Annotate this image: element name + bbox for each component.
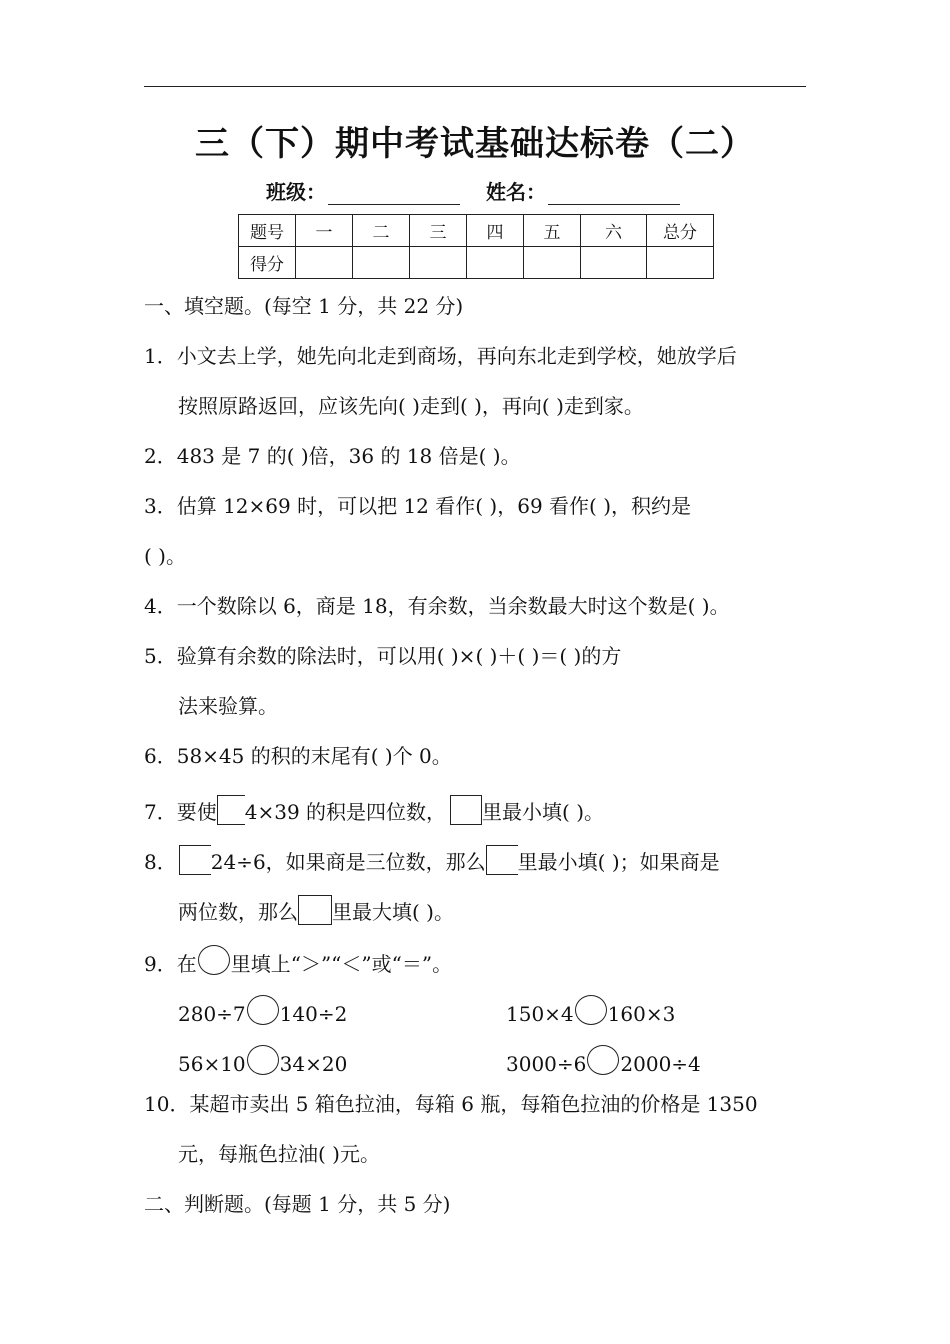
q10-line1: 10．某超市卖出 5 箱色拉油，每箱 6 瓶，每箱色拉油的价格是 1350 xyxy=(144,1092,758,1116)
q9-item xyxy=(178,995,347,1027)
section2-heading: 二、判断题。(每题 1 分，共 5 分) xyxy=(144,1192,451,1216)
compare-circle[interactable] xyxy=(587,1045,619,1075)
q3-line2: ( )。 xyxy=(144,544,186,568)
score-cell[interactable] xyxy=(581,247,647,279)
q9-text-b: 里填上“＞”“＜”或“＝”。 xyxy=(230,952,453,976)
score-table xyxy=(238,214,714,279)
class-label: 班级： xyxy=(266,180,326,204)
score-cell[interactable] xyxy=(524,247,581,279)
q3-line1: 3．估算 12×69 时，可以把 12 看作( )，69 看作( )，积约是 xyxy=(144,494,691,518)
q9-left: 3000÷6 xyxy=(506,1052,587,1076)
name-field[interactable] xyxy=(548,184,680,205)
score-cell[interactable] xyxy=(353,247,410,279)
score-cell[interactable] xyxy=(296,247,353,279)
name-label: 姓名： xyxy=(486,180,546,204)
header-cell: 六 xyxy=(581,215,647,247)
q6: 6．58×45 的积的末尾有( )个 0。 xyxy=(144,744,452,768)
compare-circle[interactable] xyxy=(247,1045,279,1075)
q7-text-a: 7．要使 xyxy=(144,800,217,824)
q5-line1: 5．验算有余数的除法时，可以用( )×( )＋( )＝( )的方 xyxy=(144,644,622,668)
answer-box[interactable] xyxy=(179,845,211,875)
q1-line1: 1．小文去上学，她先向北走到商场，再向东北走到学校，她放学后 xyxy=(144,344,737,368)
q9-right: 34×20 xyxy=(279,1052,348,1076)
q1-line2: 按照原路返回，应该先向( )走到( )，再向( )走到家。 xyxy=(178,394,644,418)
header-cell: 一 xyxy=(296,215,353,247)
q5-line2: 法来验算。 xyxy=(178,694,278,718)
q9-right: 2000÷4 xyxy=(620,1052,701,1076)
q9-right: 160×3 xyxy=(607,1002,676,1026)
q8-text-b: 里最小填( )；如果商是 xyxy=(517,850,720,874)
q9-item xyxy=(178,1045,347,1077)
score-row-label: 得分 xyxy=(239,247,296,279)
page-title: 三（下）期中考试基础达标卷（二） xyxy=(195,124,755,164)
circle-icon xyxy=(198,945,230,975)
score-row xyxy=(239,247,714,279)
q8-number: 8． xyxy=(144,850,177,874)
compare-circle[interactable] xyxy=(575,995,607,1025)
q9-left: 280÷7 xyxy=(178,1002,246,1026)
q8-line2 xyxy=(178,895,454,925)
answer-box[interactable] xyxy=(217,795,245,825)
q9-item xyxy=(506,1045,701,1077)
header-cell: 总分 xyxy=(647,215,714,247)
score-cell[interactable] xyxy=(467,247,524,279)
header-cell: 题号 xyxy=(239,215,296,247)
q8-line1 xyxy=(144,845,720,875)
q8-text-d: 里最大填( )。 xyxy=(332,900,454,924)
q8-text-a: 24÷6，如果商是三位数，那么 xyxy=(210,850,486,874)
header-cell: 五 xyxy=(524,215,581,247)
header-cell: 三 xyxy=(410,215,467,247)
score-header-row xyxy=(239,215,714,247)
answer-box xyxy=(486,845,518,875)
section1-heading: 一、填空题。(每空 1 分，共 22 分) xyxy=(144,294,464,318)
q4: 4．一个数除以 6，商是 18，有余数，当余数最大时这个数是( )。 xyxy=(144,594,730,618)
q9-instruction xyxy=(144,945,452,977)
header-cell: 二 xyxy=(353,215,410,247)
q9-left: 150×4 xyxy=(506,1002,574,1026)
q7-text-b: 4×39 的积是四位数， xyxy=(244,800,447,824)
student-info xyxy=(0,176,950,205)
q9-item xyxy=(506,995,675,1027)
q9-right: 140÷2 xyxy=(279,1002,348,1026)
q7-text-c: 里最小填( )。 xyxy=(482,800,604,824)
q8-text-c: 两位数，那么 xyxy=(178,900,298,924)
q7 xyxy=(144,795,604,825)
score-cell[interactable] xyxy=(647,247,714,279)
q9-left: 56×10 xyxy=(178,1052,246,1076)
header-cell: 四 xyxy=(467,215,524,247)
class-field[interactable] xyxy=(328,184,460,205)
q9-text-a: 9．在 xyxy=(144,952,197,976)
q2: 2．483 是 7 的( )倍，36 的 18 倍是( )。 xyxy=(144,444,521,468)
score-cell[interactable] xyxy=(410,247,467,279)
answer-box xyxy=(450,795,482,825)
answer-box xyxy=(298,895,332,925)
compare-circle[interactable] xyxy=(247,995,279,1025)
q10-line2: 元，每瓶色拉油( )元。 xyxy=(178,1142,380,1166)
top-rule xyxy=(144,86,806,87)
